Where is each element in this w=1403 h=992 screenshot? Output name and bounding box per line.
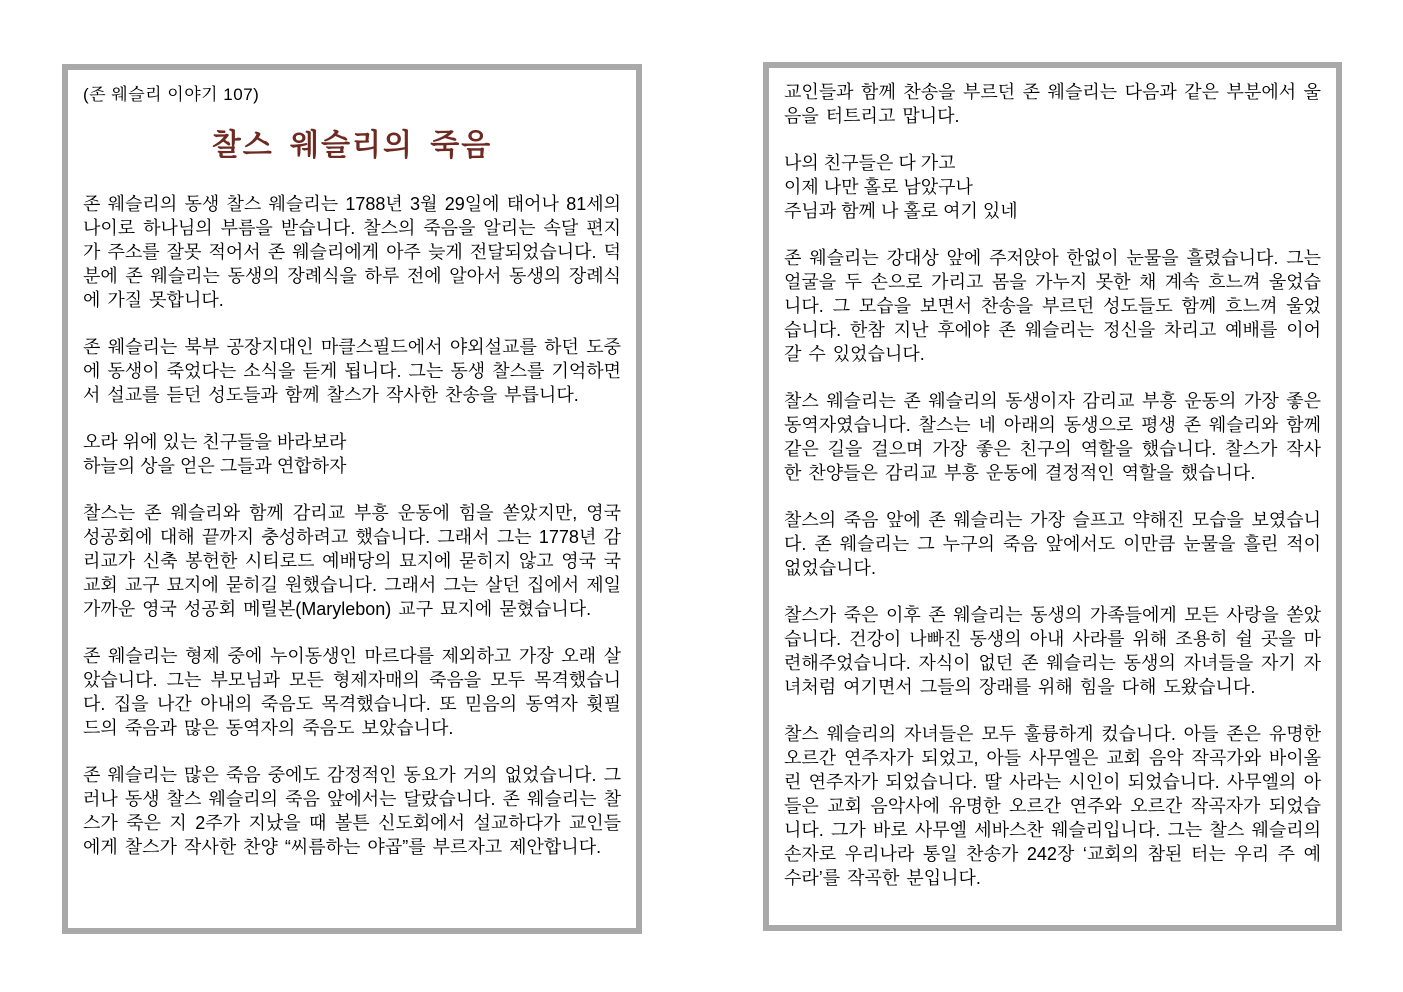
paragraph: 존 웨슬리는 형제 중에 누이동생인 마르다를 제외하고 가장 오래 살았습니다. 그는 부모님과 모든 형제자매의 죽음을 모두 목격했습니다. 집을 나간 아내의 죽음도 목격했습니다. 또 믿음의 동역자 휫필드의 죽음과 많은 동역자의 죽음도 보았습니다.: [83, 646, 621, 738]
paragraph: 존 웨슬리는 강대상 앞에 주저앉아 한없이 눈물을 흘렸습니다. 그는 얼굴을 두 손으로 가리고 몸을 가누지 못한 채 계속 흐느껴 울었습니다. 그 모습을 보면서 찬송을 부르던 성도들도 함께 흐느껴 울었습니다. 한참 지난 후에야 존 웨슬리는 정신을 차리고 예배를 이어갈 수 있었습니다.: [784, 248, 1321, 364]
paragraph: 존 웨슬리는 북부 공장지대인 마클스필드에서 야외설교를 하던 도중에 동생이 죽었다는 소식을 듣게 됩니다. 그는 동생 찰스를 기억하면서 설교를 듣던 성도들과 함께 찰스가 작사한 찬송을 부릅니다.: [83, 337, 621, 405]
paragraph: 찰스는 존 웨슬리와 함께 감리교 부흥 운동에 힘을 쏟았지만, 영국 성공회에 대해 끝까지 충성하려고 했습니다. 그래서 그는 1778년 감리교가 신축 봉헌한 시티로드 예배당의 묘지에 묻히지 않고 영국 국교회 교구 묘지에 묻히길 원했습니다. 그래서 그는 살던 집에서 제일 가까운 영국 성공회 메릴본(Marylebon) 교구 묘지에 묻혔습니다.: [83, 503, 621, 619]
paragraph: 존 웨슬리는 많은 죽음 중에도 감정적인 동요가 거의 없었습니다. 그러나 동생 찰스 웨슬리의 죽음 앞에서는 달랐습니다. 존 웨슬리는 찰스가 죽은 지 2주가 지났을 때 볼튼 신도회에서 설교하다가 교인들에게 찰스가 작사한 찬양 “씨름하는 야곱”를 부르자고 제안합니다.: [83, 765, 621, 857]
poem-line: 나의 친구들은 다 가고: [784, 153, 956, 173]
poem-stanza: [83, 430, 621, 478]
poem-line: 주님과 함께 나 홀로 여기 있네: [784, 201, 1018, 221]
page-title: 찰스 웨슬리의 죽음: [211, 129, 493, 162]
poem-line: 이제 나만 홀로 남았구나: [784, 177, 973, 197]
paragraph: 찰스가 죽은 이후 존 웨슬리는 동생의 가족들에게 모든 사랑을 쏟았습니다. 건강이 나빠진 동생의 아내 사라를 위해 조용히 쉴 곳을 마련해주었습니다. 자식이 없던 존 웨슬리는 동생의 자녀들을 자기 자녀처럼 여기면서 그들의 장래를 위해 힘을 다해 도왔습니다.: [784, 605, 1321, 697]
poem-line: 오라 위에 있는 친구들을 바라보라: [83, 432, 347, 452]
poem-line: 하늘의 상을 얻은 그들과 연합하자: [83, 456, 347, 476]
paragraph: 찰스 웨슬리는 존 웨슬리의 동생이자 감리교 부흥 운동의 가장 좋은 동역자였습니다. 찰스는 네 아래의 동생으로 평생 존 웨슬리와 함께 같은 길을 걸으며 가장 좋은 친구의 역할을 했습니다. 찰스가 작사한 찬양들은 감리교 부흥 운동에 결정적인 역할을 했습니다.: [784, 391, 1321, 483]
page-right: [763, 62, 1342, 931]
paragraph: 존 웨슬리의 동생 찰스 웨슬리는 1788년 3월 29일에 태어나 81세의 나이로 하나님의 부름을 받습니다. 찰스의 죽음을 알리는 속달 편지가 주소를 잘못 적어서 존 웨슬리에게 아주 늦게 전달되었습니다. 덕분에 존 웨슬리는 동생의 장례식을 하루 전에 알아서 동생의 장례식에 가질 못합니다.: [83, 194, 621, 310]
page-left: [62, 64, 642, 934]
paragraph: 찰스의 죽음 앞에 존 웨슬리는 가장 슬프고 약해진 모습을 보였습니다. 존 웨슬리는 그 누구의 죽음 앞에서도 이만큼 눈물을 흘린 적이 없었습니다.: [784, 510, 1321, 578]
poem-stanza: [784, 151, 1321, 223]
story-series-header: (존 웨슬리 이야기 107): [83, 85, 260, 104]
paragraph: 찰스 웨슬리의 자녀들은 모두 훌륭하게 컸습니다. 아들 존은 유명한 오르간 연주자가 되었고, 아들 사무엘은 교회 음악 작곡가와 바이올린 연주자가 되었습니다. 딸 사라는 시인이 되었습니다. 사무엘의 아들은 교회 음악사에 유명한 오르간 연주와 오르간 작곡자가 되었습니다. 그가 바로 사무엘 세바스찬 웨슬리입니다. 그는 찰스 웨슬리의 손자로 우리나라 통일 찬송가 242장 ‘교회의 참된 터는 우리 주 예수라’를 작곡한 분입니다.: [784, 724, 1321, 888]
paragraph: 교인들과 함께 찬송을 부르던 존 웨슬리는 다음과 같은 부분에서 울음을 터트리고 맙니다.: [784, 82, 1321, 126]
